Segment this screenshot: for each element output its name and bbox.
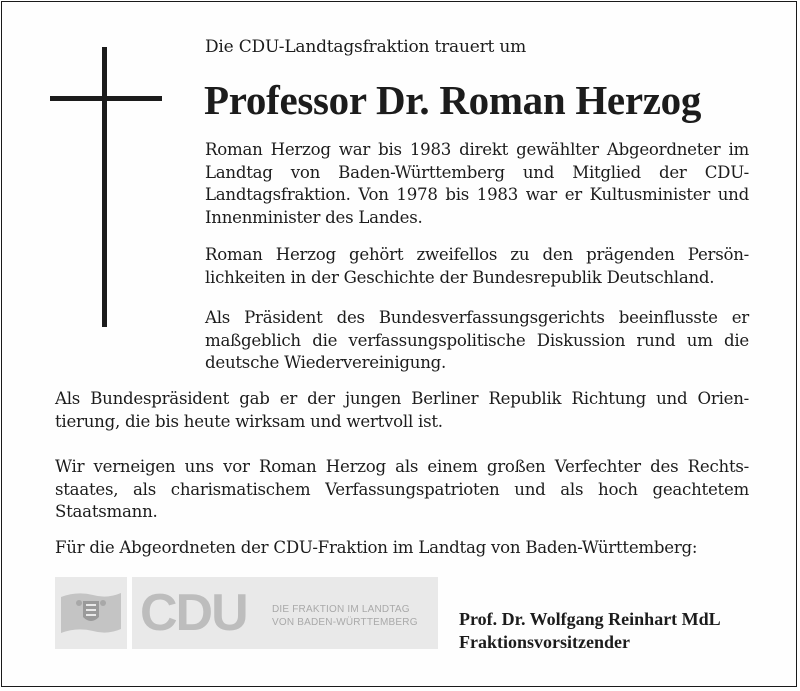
signature-title: Fraktionsvorsitzender (459, 632, 630, 652)
text-line: Landtag von Baden-Württemberg und Mitglied der CDU- (205, 162, 749, 182)
text-line: Als Bundespräsident gab er der jungen Berliner Republik Richtung und Orien- (55, 389, 749, 408)
intro-line: Die CDU-Landtagsfraktion trauert um (205, 37, 527, 57)
text-line: Als Präsident des Bundesverfassungsgerichts beeinflusste er (205, 308, 749, 327)
text-line: maßgeblich die verfassungspolitische Diskussion rund um die (205, 330, 749, 350)
paragraph-biography (205, 139, 749, 229)
cdu-logo-letters: CDU (140, 584, 247, 642)
paragraph-closing (55, 537, 749, 560)
text-line: Innenminister des Landes. (205, 207, 423, 227)
cdu-logo-line2: VON BADEN-WÜRTTEMBERG (272, 617, 418, 628)
text-line: Roman Herzog gehört zweifellos zu den prägenden Persön- (205, 245, 749, 264)
text-line: Für die Abgeordneten der CDU-Fraktion im Landtag von Baden-Württemberg: (55, 538, 698, 557)
text-line: lichkeiten in der Geschichte der Bundesrepublik Deutschland. (205, 267, 715, 287)
paragraph-court (205, 307, 749, 375)
cdu-logo-subtitle (272, 603, 418, 629)
paragraph-tribute (55, 456, 749, 524)
cdu-logo-line1: DIE FRAKTION IM LANDTAG (272, 604, 410, 615)
text-line: tierung, die bis heute wirksam und wertvoll ist. (55, 411, 443, 431)
text-line: Roman Herzog war bis 1983 direkt gewählter Abgeordneter im (205, 140, 749, 159)
deceased-name: Professor Dr. Roman Herzog (204, 77, 702, 123)
paragraph-legacy (205, 244, 749, 289)
paragraph-president (55, 388, 749, 433)
text-line: Landtagsfraktion. Von 1978 bis 1983 war er Kultusminister und (205, 185, 749, 204)
cdu-logo (132, 577, 438, 649)
obituary-notice (1, 1, 797, 687)
signature-block (459, 608, 721, 654)
baden-wuerttemberg-coat-of-arms-icon (59, 589, 123, 635)
text-line: deutsche Wiedervereinigung. (205, 353, 447, 372)
cross-icon (102, 47, 107, 327)
coat-of-arms-logo (55, 577, 127, 649)
cross-icon-bar (50, 96, 162, 101)
text-line: staates, als charismatischem Verfassungspatrioten und als hoch geachtetem (55, 479, 749, 499)
text-line: Wir verneigen uns vor Roman Herzog als einem großen Verfechter des Rechts- (55, 457, 749, 476)
signature-name: Prof. Dr. Wolfgang Reinhart MdL (459, 609, 721, 629)
text-line: Staatsmann. (55, 502, 158, 521)
